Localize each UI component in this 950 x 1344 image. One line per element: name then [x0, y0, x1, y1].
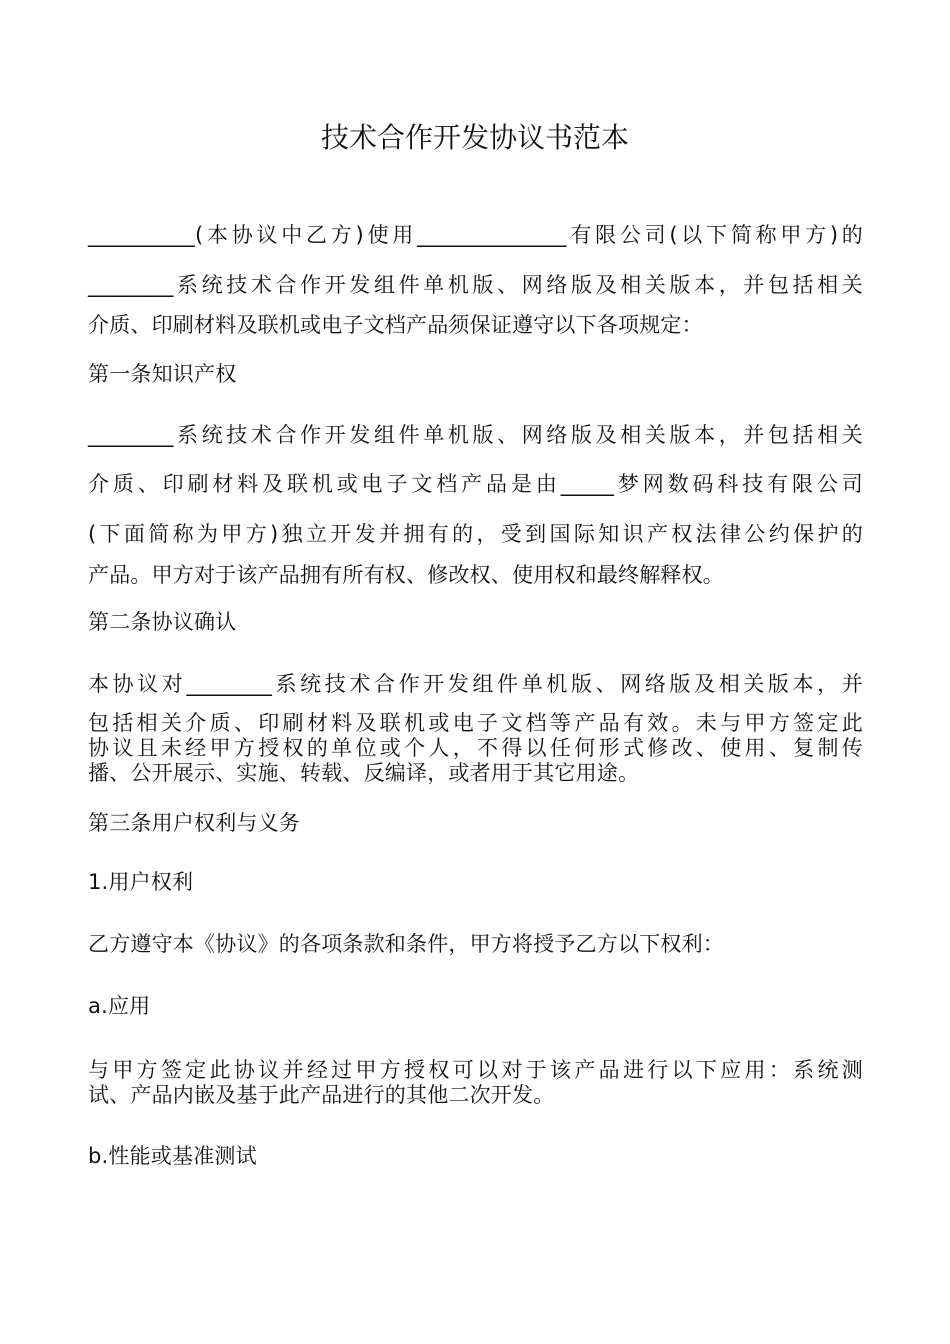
section-heading: 第一条知识产权 — [88, 362, 237, 386]
paragraph-line: 与甲方签定此协议并经过甲方授权可以对于该产品进行以下应用：系统测 — [88, 1058, 863, 1082]
paragraph-line: 试、产品内嵌及基于此产品进行的其他二次开发。 — [88, 1083, 555, 1107]
item-heading: a.应用 — [88, 994, 151, 1018]
subsection-heading: 1.用户权利 — [88, 870, 194, 894]
paragraph-line: 介质、印刷材料及联机或电子文档产品须保证遵守以下各项规定： — [88, 313, 703, 337]
document-title: 技术合作开发协议书范本 — [320, 121, 629, 154]
paragraph-line: __________(本协议中乙方)使用______________有限公司(以下简称甲方)的 — [88, 223, 863, 247]
paragraph-line: 乙方遵守本《协议》的各项条款和条件，甲方将授予乙方以下权利： — [88, 932, 724, 956]
paragraph-line: ________系统技术合作开发组件单机版、网络版及相关版本，并包括相关 — [88, 423, 863, 447]
paragraph-line: 播、公开展示、实施、转载、反编译，或者用于其它用途。 — [88, 761, 640, 785]
item-heading: b.性能或基准测试 — [88, 1144, 257, 1168]
paragraph-line: (下面简称为甲方)独立开发并拥有的，受到国际知识产权法律公约保护的 — [88, 522, 863, 546]
paragraph-line: 协议且未经甲方授权的单位或个人，不得以任何形式修改、使用、复制传 — [88, 736, 863, 760]
section-heading: 第二条协议确认 — [88, 610, 237, 634]
section-heading: 第三条用户权利与义务 — [88, 811, 300, 835]
paragraph-line: 本协议对________系统技术合作开发组件单机版、网络版及相关版本，并 — [88, 672, 863, 696]
paragraph-line: ________系统技术合作开发组件单机版、网络版及相关版本，并包括相关 — [88, 273, 863, 297]
paragraph-line: 包括相关介质、印刷材料及联机或电子文档等产品有效。未与甲方签定此 — [88, 711, 863, 735]
paragraph-line: 产品。甲方对于该产品拥有所有权、修改权、使用权和最终解释权。 — [88, 563, 724, 587]
paragraph-line: 介质、印刷材料及联机或电子文档产品是由_____梦网数码科技有限公司 — [88, 472, 863, 496]
